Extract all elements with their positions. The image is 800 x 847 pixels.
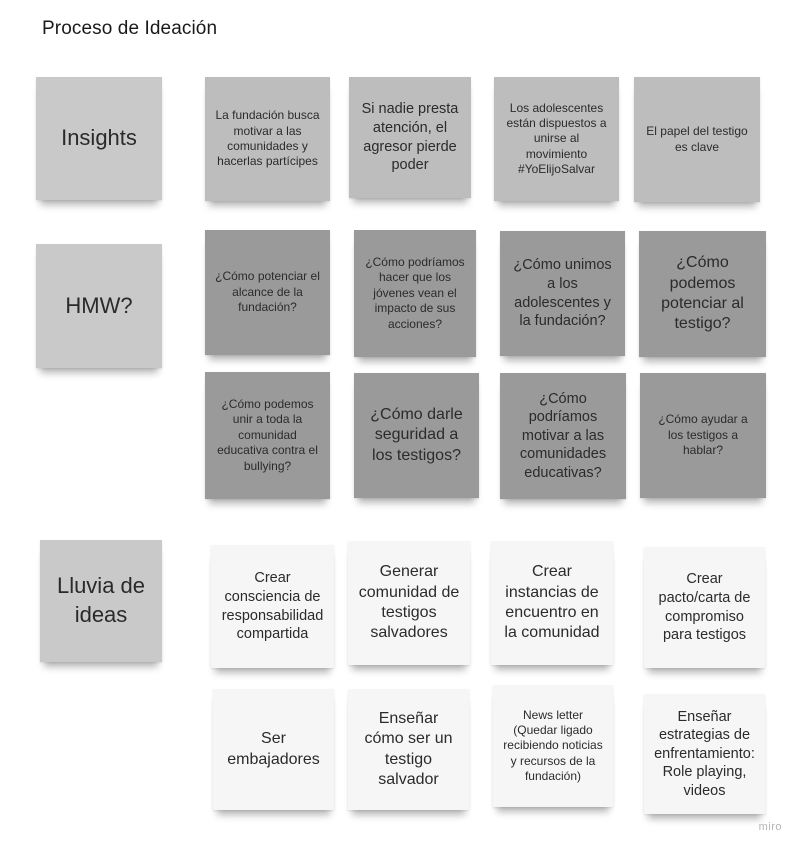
sticky-note-idea[interactable]: [493, 685, 613, 807]
sticky-note-hmw[interactable]: [500, 373, 626, 499]
sticky-note-text: Generar comunidad de testigos salvadores: [358, 563, 460, 642]
sticky-note-hmw[interactable]: [640, 373, 766, 498]
sticky-note-hmw[interactable]: [639, 231, 766, 357]
sticky-note-text: Enseñar estrategias de enfrentamiento: Role playing, videos: [654, 708, 755, 799]
sticky-note-text: La fundación busca motivar a las comunidades y hacerlas partícipes: [215, 108, 320, 169]
sticky-note-hmw[interactable]: [354, 230, 476, 357]
sticky-note-insight[interactable]: [205, 77, 330, 201]
sticky-note-idea[interactable]: [213, 689, 334, 810]
section-label-insights[interactable]: [36, 77, 162, 200]
section-label-hmw[interactable]: [36, 244, 162, 368]
sticky-note-text: ¿Cómo potenciar el alcance de la fundación?: [215, 269, 320, 315]
sticky-note-text: Ser embajadores: [227, 730, 320, 768]
sticky-note-idea[interactable]: [491, 541, 613, 665]
section-label-text: Lluvia de ideas: [56, 573, 146, 627]
board-title: Proceso de Ideación: [42, 18, 218, 39]
sticky-note-text: Los adolescentes están dispuestos a unirse al movimiento #YoElijoSalvar: [506, 100, 607, 177]
miro-watermark: miro: [758, 821, 782, 833]
sticky-note-idea[interactable]: [348, 541, 470, 665]
sticky-note-insight[interactable]: [349, 77, 471, 198]
sticky-note-text: ¿Cómo unimos a los adolescentes y la fundación?: [513, 257, 612, 330]
sticky-note-text: News letter (Quedar ligado recibiendo noticias y recursos de la fundación): [503, 707, 603, 784]
section-label-ideas[interactable]: [40, 540, 162, 662]
sticky-note-text: ¿Cómo ayudar a los testigos a hablar?: [658, 412, 748, 458]
sticky-note-text: Crear consciencia de responsabilidad compartida: [221, 570, 324, 643]
sticky-note-idea[interactable]: [348, 689, 469, 810]
sticky-note-hmw[interactable]: [500, 231, 625, 356]
sticky-note-hmw[interactable]: [354, 373, 479, 498]
sticky-note-insight[interactable]: [494, 77, 619, 201]
sticky-note-text: ¿Cómo podríamos motivar a las comunidades educativas?: [519, 390, 607, 481]
section-label-text: HMW?: [65, 292, 133, 318]
sticky-note-idea[interactable]: [644, 694, 765, 814]
sticky-note-idea[interactable]: [211, 545, 334, 668]
sticky-note-text: Si nadie presta atención, el agresor pierde poder: [361, 101, 459, 174]
sticky-note-text: ¿Cómo podemos unir a toda la comunidad educativa contra el bullying?: [217, 397, 318, 473]
sticky-note-insight[interactable]: [634, 77, 760, 202]
sticky-note-text: Crear instancias de encuentro en la comunidad: [504, 563, 600, 642]
sticky-note-hmw[interactable]: [205, 372, 330, 499]
sticky-note-text: Crear pacto/carta de compromiso para testigos: [658, 571, 751, 644]
sticky-note-text: ¿Cómo podríamos hacer que los jóvenes vean el impacto de sus acciones?: [365, 255, 465, 331]
sticky-note-idea[interactable]: [644, 547, 765, 668]
sticky-note-text: El papel del testigo es clave: [646, 124, 748, 154]
sticky-note-text: Enseñar cómo ser un testigo salvador: [364, 709, 453, 788]
sticky-note-hmw[interactable]: [205, 230, 330, 355]
sticky-note-text: ¿Cómo darle seguridad a los testigos?: [370, 405, 463, 464]
section-label-text: Insights: [61, 125, 137, 151]
sticky-note-text: ¿Cómo podemos potenciar al testigo?: [661, 254, 744, 333]
